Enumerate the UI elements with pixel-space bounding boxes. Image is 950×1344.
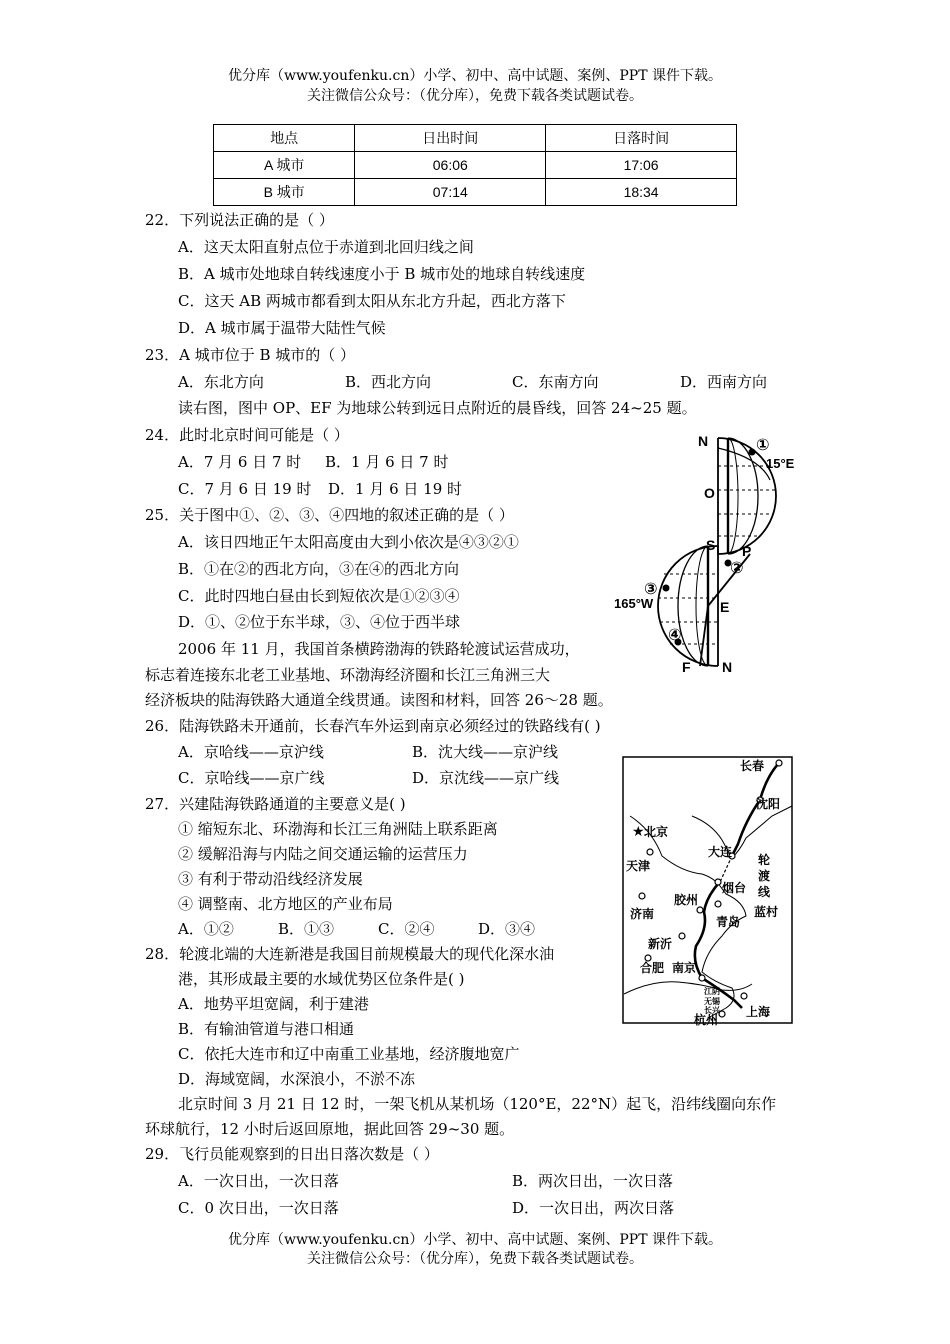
q27-item-2: ② 缓解沿海与内陆之间交通运输的运营压力 xyxy=(178,845,468,863)
label-f: F xyxy=(682,659,691,675)
label-ferry-3: 线 xyxy=(758,885,771,899)
city-dot-jiaozhou xyxy=(697,907,703,913)
city-dot-tianjin xyxy=(647,849,653,855)
q23-stem: 23．A 城市位于 B 城市的（ ） xyxy=(145,346,356,364)
label-shanghai: 上海 xyxy=(746,1005,771,1019)
city-dot-lancun xyxy=(715,901,721,907)
q27-option-c: C．②④ xyxy=(378,920,435,938)
q25-option-c: C．此时四地白昼由长到短依次是①②③④ xyxy=(178,587,460,605)
table-cell: 06:06 xyxy=(355,152,546,179)
q25-option-b: B．①在②的西北方向，③在④的西北方向 xyxy=(178,560,460,578)
label-n-top: N xyxy=(698,433,709,449)
table-header-cell: 地点 xyxy=(214,125,355,152)
q28-option-c: C．依托大连市和辽中南重工业基地，经济腹地宽广 xyxy=(178,1045,520,1063)
label-nanjing: 南京 xyxy=(672,961,697,975)
label-s: S xyxy=(706,537,716,553)
table-row xyxy=(214,179,737,206)
label-xinyi: 新沂 xyxy=(648,937,673,951)
table-cell: A 城市 xyxy=(214,152,355,179)
q28-stem-2: 港，其形成最主要的水域优势区位条件是( ) xyxy=(178,970,465,988)
sunrise-sunset-table xyxy=(213,124,737,206)
table-header-cell: 日落时间 xyxy=(546,125,737,152)
marker-2: ② xyxy=(730,560,744,577)
intro-24-25: 读右图，图中 OP、EF 为地球公转到远日点附近的晨昏线，回答 24~25 题。 xyxy=(178,399,697,417)
table-header-row xyxy=(214,125,737,152)
label-tianjin: 天津 xyxy=(626,859,651,873)
q24-option-b: B．1 月 6 日 7 时 xyxy=(325,453,449,471)
label-changxing: 长兴 xyxy=(704,1006,720,1015)
point-3-dot xyxy=(663,585,670,592)
q29-option-a: A．一次日出，一次日落 xyxy=(178,1172,339,1190)
city-dot-nanjing xyxy=(699,975,705,981)
q26-option-d: D．京沈线——京广线 xyxy=(412,769,560,787)
intro-26-line-2: 标志着连接东北老工业基地、环渤海经济圈和长江三角洲三大 xyxy=(145,666,551,684)
table-row xyxy=(214,152,737,179)
q27-stem: 27．兴建陆海铁路通道的主要意义是( ) xyxy=(145,795,406,813)
q24-stem: 24．此时北京时间可能是（ ） xyxy=(145,426,349,444)
q29-option-b: B．两次日出，一次日落 xyxy=(512,1172,674,1190)
label-hefei: 合肥 xyxy=(640,961,665,975)
label-dalian: 大连 xyxy=(708,845,733,859)
q28-option-d: D．海域宽阔，水深浪小，不淤不冻 xyxy=(178,1070,416,1088)
q27-option-d: D．③④ xyxy=(478,920,536,938)
table-header-cell: 日出时间 xyxy=(355,125,546,152)
terminator-globe-diagram xyxy=(610,428,820,680)
label-beijing: 北京 xyxy=(644,825,669,839)
q23-option-b: B．西北方向 xyxy=(345,373,432,391)
q22-option-a: A．这天太阳直射点位于赤道到北回归线之间 xyxy=(178,238,474,256)
marker-4: ④ xyxy=(668,627,682,644)
q26-option-a: A．京哈线——京沪线 xyxy=(178,743,324,761)
longitude-165w: 165°W xyxy=(614,596,654,611)
longitude-15e: 15°E xyxy=(766,456,795,471)
label-qingdao: 青岛 xyxy=(716,915,741,929)
marker-1: ① xyxy=(756,437,770,454)
label-wuxi: 无锡 xyxy=(704,997,720,1006)
q25-option-d: D．①、②位于东半球，③、④位于西半球 xyxy=(178,613,461,631)
q27-item-4: ④ 调整南、北方地区的产业布局 xyxy=(178,895,393,913)
q27-item-1: ① 缩短东北、环渤海和长江三角洲陆上联系距离 xyxy=(178,820,498,838)
city-dot-jinan xyxy=(639,893,645,899)
label-ferry-1: 轮 xyxy=(758,853,771,867)
intro-29-line-1: 北京时间 3 月 21 日 12 时，一架飞机从某机场（120°E，22°N）起飞，沿纬线圈向东作 xyxy=(178,1095,777,1113)
header-line-1: 优分库（www.youfenku.cn）小学、初中、高中试题、案例、PPT 课件下载。 xyxy=(227,68,722,84)
q26-stem: 26．陆海铁路未开通前，长春汽车外运到南京必须经过的铁路线有( ) xyxy=(145,717,601,735)
label-hangzhou: 杭州 xyxy=(694,1013,719,1026)
q26-option-c: C．京哈线——京广线 xyxy=(178,769,325,787)
q23-option-d: D．西南方向 xyxy=(680,373,768,391)
label-lancun: 蓝村 xyxy=(754,905,779,919)
label-jinan: 济南 xyxy=(630,907,655,921)
footer-line-1: 优分库（www.youfenku.cn）小学、初中、高中试题、案例、PPT 课件下载。 xyxy=(227,1232,722,1248)
beijing-star-icon: ★ xyxy=(632,823,645,839)
lower-meridian xyxy=(678,546,708,666)
label-yantai: 烟台 xyxy=(722,881,747,895)
q23-option-c: C．东南方向 xyxy=(512,373,599,391)
label-changchun: 长春 xyxy=(740,759,765,773)
q24-option-c: C．7 月 6 日 19 时 xyxy=(178,480,312,498)
intro-26-line-1: 2006 年 11 月，我国首条横跨渤海的铁路轮渡试运营成功， xyxy=(178,640,580,658)
label-ferry-2: 渡 xyxy=(758,869,771,883)
q28-option-b: B．有输油管道与港口相通 xyxy=(178,1020,355,1038)
q25-stem: 25．关于图中①、②、③、④四地的叙述正确的是（ ） xyxy=(145,506,514,524)
footer-line-2: 关注微信公众号：（优分库），免费下载各类试题试卷。 xyxy=(307,1251,643,1267)
q27-option-b: B．①③ xyxy=(278,920,335,938)
q26-option-b: B．沈大线——京沪线 xyxy=(412,743,559,761)
label-e: E xyxy=(720,599,730,615)
q22-option-c: C．这天 AB 两城市都看到太阳从东北方升起，西北方落下 xyxy=(178,292,566,310)
q27-option-a: A．①② xyxy=(178,920,234,938)
upper-meridian-2 xyxy=(728,438,738,554)
table-cell: 17:06 xyxy=(546,152,737,179)
city-dot-changchun xyxy=(776,760,782,766)
city-dot-xinyi xyxy=(679,933,685,939)
table-cell: 18:34 xyxy=(546,179,737,206)
label-p: P xyxy=(742,543,752,559)
q29-option-d: D．一次日出，两次日落 xyxy=(512,1199,675,1217)
label-o: O xyxy=(704,485,715,501)
intro-29-line-2: 环球航行，12 小时后返回原地，据此回答 29~30 题。 xyxy=(145,1120,515,1138)
label-jiangyin: 江阴 xyxy=(704,987,720,996)
city-dot-yantai xyxy=(715,879,721,885)
point-1-dot xyxy=(749,449,756,456)
label-n-bottom: N xyxy=(722,659,733,675)
intro-26-line-3: 经济板块的陆海铁路大通道全线贯通。读图和材料，回答 26～28 题。 xyxy=(145,691,613,709)
q29-option-c: C．0 次日出，一次日落 xyxy=(178,1199,339,1217)
q23-option-a: A．东北方向 xyxy=(178,373,264,391)
marker-3: ③ xyxy=(644,581,658,598)
label-shenyang: 沈阳 xyxy=(756,797,781,811)
city-dot-shanghai xyxy=(741,993,747,999)
table-cell: 07:14 xyxy=(355,179,546,206)
q22-stem: 22．下列说法正确的是（ ） xyxy=(145,211,334,229)
header-line-2: 关注微信公众号：（优分库），免费下载各类试题试卷。 xyxy=(307,88,643,104)
q24-option-d: D．1 月 6 日 19 时 xyxy=(328,480,463,498)
upper-meridian xyxy=(728,438,758,554)
q28-option-a: A．地势平坦宽阔，利于建港 xyxy=(178,995,369,1013)
rail-ferry-map xyxy=(622,756,794,1026)
q25-option-a: A．该日四地正午太阳高度由大到小依次是④③②① xyxy=(178,533,519,551)
label-jiaozhou: 胶州 xyxy=(674,893,699,907)
q29-stem: 29．飞行员能观察到的日出日落次数是（ ） xyxy=(145,1145,439,1163)
q28-stem-1: 28．轮渡北端的大连新港是我国目前规模最大的现代化深水油 xyxy=(145,945,555,963)
q24-option-a: A．7 月 6 日 7 时 xyxy=(178,453,302,471)
q22-option-b: B．A 城市处地球自转线速度小于 B 城市处的地球自转线速度 xyxy=(178,265,586,283)
q22-option-d: D．A 城市属于温带大陆性气候 xyxy=(178,319,386,337)
table-cell: B 城市 xyxy=(214,179,355,206)
q27-item-3: ③ 有利于带动沿线经济发展 xyxy=(178,870,363,888)
